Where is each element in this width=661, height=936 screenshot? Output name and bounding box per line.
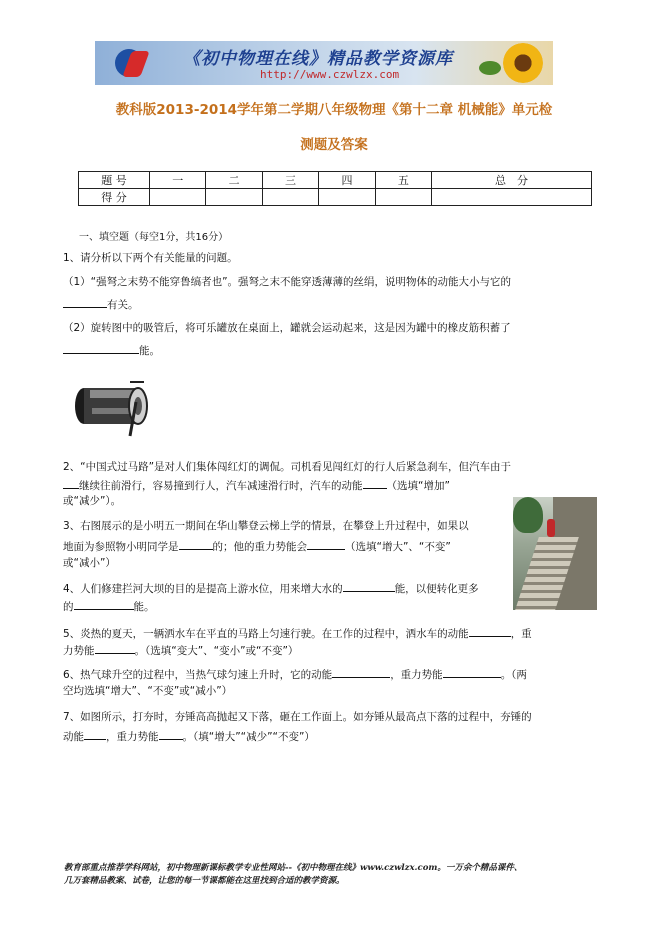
answer-blank[interactable] <box>159 728 183 740</box>
question-5-line2 <box>63 642 298 659</box>
score-table-cell[interactable] <box>319 189 375 206</box>
question-text: （选填“增大”、“不变” <box>345 541 451 553</box>
answer-blank[interactable] <box>74 598 134 610</box>
question-text: 5、炎热的夏天，一辆洒水车在平直的马路上匀速行驶。在工作的过程中，洒水车的动能 <box>63 628 469 640</box>
question-text: 能，以便转化更多 <box>394 583 479 595</box>
question-text: （选填“增加” <box>386 480 450 492</box>
question-text: 4、人们修建拦河大坝的目的是提高上游水位，用来增大水的 <box>63 583 343 595</box>
question-5-line1 <box>63 625 532 642</box>
header-banner <box>95 41 553 85</box>
answer-blank[interactable] <box>332 666 390 678</box>
question-text: 力势能 <box>63 645 95 657</box>
huashan-climbing-photo <box>513 497 597 610</box>
answer-blank[interactable] <box>179 538 213 550</box>
question-1-part2-line1: （2）旋转图中的吸管后，将可乐罐放在桌面上，罐就会运动起来，这是因为罐中的橡皮筋积蓄了 <box>63 322 511 334</box>
document-title-line2: 测题及答案 <box>300 137 368 153</box>
answer-blank[interactable] <box>307 538 345 550</box>
question-text: 地面为参照物小明同学是 <box>63 541 179 553</box>
question-1-part1-line1: （1）“强弩之末势不能穿鲁缟者也”。强弩之末不能穿透薄薄的丝绢，说明物体的动能大小与它的 <box>63 276 512 288</box>
score-table-cell[interactable] <box>262 189 318 206</box>
score-table-cell: 总 分 <box>432 172 592 189</box>
answer-blank[interactable] <box>443 666 501 678</box>
question-4-line2 <box>63 598 155 615</box>
question-text: 。（选填“变大”、“变小”或“不变”） <box>134 645 299 657</box>
score-table-cell: 一 <box>150 172 206 189</box>
banner-url[interactable]: http://www.czwlzx.com <box>260 68 400 81</box>
cola-can-figure <box>70 372 158 438</box>
question-2-line2 <box>63 477 450 494</box>
question-3-line3: 或“减小”） <box>63 557 116 569</box>
footer-line1: 教育部重点推荐学科网站，初中物理新课标教学专业性网站--《初中物理在线》www.czwlzx.com。一万余个精品课件、 <box>64 863 523 873</box>
question-text: 能。 <box>139 345 160 357</box>
question-1-part2-line2 <box>63 342 160 359</box>
score-table <box>78 171 592 206</box>
score-table-header-row <box>79 172 592 189</box>
question-7-line1: 7、如图所示，打夯时，夯锤高高抛起又下落，砸在工作面上。如夯锤从最高点下落的过程中，夯锤的 <box>63 711 532 723</box>
question-1-part1-line2 <box>63 296 139 313</box>
answer-blank[interactable] <box>63 342 139 354</box>
score-table-cell: 二 <box>206 172 262 189</box>
answer-blank[interactable] <box>63 296 107 308</box>
question-3-line2 <box>63 538 451 555</box>
answer-blank[interactable] <box>363 477 387 489</box>
question-text: 。（填“增大”“减少”“不变”） <box>182 731 315 743</box>
score-table-cell: 题 号 <box>79 172 150 189</box>
banner-title: 《初中物理在线》精品教学资源库 <box>183 49 453 69</box>
question-text: 的；他的重力势能会 <box>212 541 307 553</box>
score-table-cell[interactable] <box>432 189 592 206</box>
page-footer <box>64 862 604 888</box>
question-text: ，重力势能 <box>390 669 443 681</box>
question-text: 的 <box>63 601 74 613</box>
question-text: ，重 <box>510 628 532 640</box>
question-6-line2: 空均选填“增大”、“不变”或“减小”） <box>63 685 233 697</box>
score-table-cell: 五 <box>375 172 431 189</box>
question-6-line1 <box>63 666 527 683</box>
document-title-line1: 教科版2013-2014学年第二学期八年级物理《第十二章 机械能》单元检 <box>115 102 553 118</box>
answer-blank[interactable] <box>84 728 106 740</box>
question-2-line3: 或“减少”）。 <box>63 495 122 507</box>
question-7-line2 <box>63 728 315 745</box>
score-table-cell[interactable] <box>375 189 431 206</box>
answer-blank[interactable] <box>469 625 511 637</box>
score-table-cell[interactable] <box>206 189 262 206</box>
question-text: 继续往前滑行，容易撞到行人，汽车减速滑行时，汽车的动能 <box>79 480 363 492</box>
score-table-cell[interactable] <box>150 189 206 206</box>
question-text: 有关。 <box>107 299 139 311</box>
section-heading: 一、填空题（每空1分，共16分） <box>79 232 229 243</box>
question-2-line1: 2、“中国式过马路”是对人们集体闯红灯的调侃。司机看见闯红灯的行人后紧急刹车，但汽车由于 <box>63 461 512 473</box>
question-text: 动能 <box>63 731 84 743</box>
question-1-stem: 1、请分析以下两个有关能量的问题。 <box>63 252 238 264</box>
question-text: 6、热气球升空的过程中，当热气球匀速上升时，它的动能 <box>63 669 333 681</box>
sunflower-icon <box>503 43 543 83</box>
question-3-line1: 3、右图展示的是小明五一期间在华山攀登云梯上学的情景，在攀登上升过程中，如果以 <box>63 520 469 532</box>
score-table-cell: 得 分 <box>79 189 150 206</box>
score-table-score-row <box>79 189 592 206</box>
question-text: ，重力势能 <box>106 731 159 743</box>
score-table-cell: 四 <box>319 172 375 189</box>
question-4-line1 <box>63 580 479 597</box>
answer-blank[interactable] <box>63 477 79 489</box>
answer-blank[interactable] <box>343 580 395 592</box>
school-logo-icon <box>115 45 151 81</box>
score-table-cell: 三 <box>262 172 318 189</box>
answer-blank[interactable] <box>95 642 135 654</box>
question-text: 。（两 <box>500 669 527 681</box>
footer-line2: 几万套精品教案、试卷，让您的每一节课都能在这里找到合适的教学资源。 <box>64 876 345 886</box>
question-text: 能。 <box>133 601 155 613</box>
